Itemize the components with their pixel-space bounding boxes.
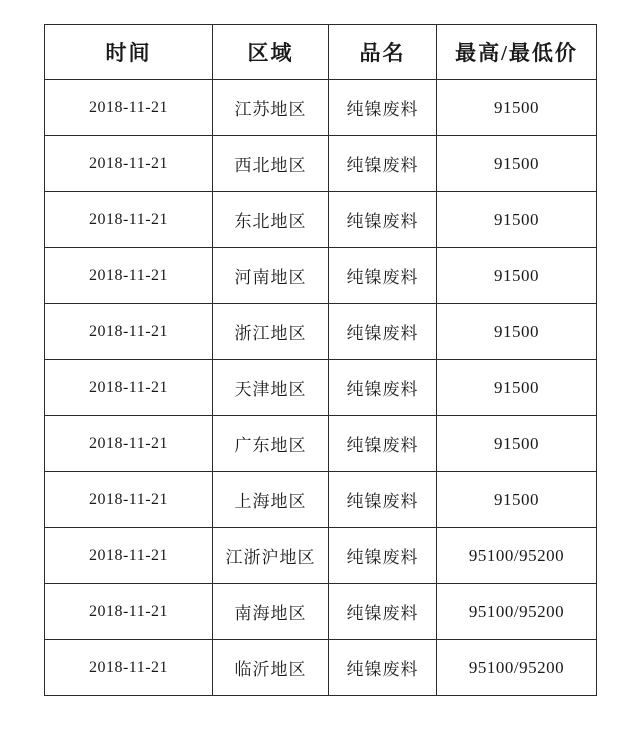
cell-product: 纯镍废料 bbox=[329, 584, 437, 640]
table-header-row bbox=[45, 25, 597, 80]
column-header-time bbox=[45, 25, 213, 80]
cell-time: 2018-11-21 bbox=[45, 360, 213, 416]
table-row bbox=[45, 304, 597, 360]
column-header-area bbox=[213, 25, 329, 80]
cell-price: 91500 bbox=[437, 304, 597, 360]
cell-time: 2018-11-21 bbox=[45, 304, 213, 360]
cell-time: 2018-11-21 bbox=[45, 248, 213, 304]
cell-area: 西北地区 bbox=[213, 136, 329, 192]
cell-product: 纯镍废料 bbox=[329, 248, 437, 304]
cell-area: 南海地区 bbox=[213, 584, 329, 640]
cell-time: 2018-11-21 bbox=[45, 472, 213, 528]
cell-product: 纯镍废料 bbox=[329, 640, 437, 696]
cell-time: 2018-11-21 bbox=[45, 584, 213, 640]
cell-time: 2018-11-21 bbox=[45, 136, 213, 192]
table-row bbox=[45, 640, 597, 696]
cell-area: 东北地区 bbox=[213, 192, 329, 248]
cell-product: 纯镍废料 bbox=[329, 472, 437, 528]
table-row bbox=[45, 584, 597, 640]
cell-product: 纯镍废料 bbox=[329, 136, 437, 192]
table-row bbox=[45, 360, 597, 416]
cell-product: 纯镍废料 bbox=[329, 192, 437, 248]
cell-product: 纯镍废料 bbox=[329, 528, 437, 584]
cell-area: 江浙沪地区 bbox=[213, 528, 329, 584]
cell-area: 广东地区 bbox=[213, 416, 329, 472]
cell-time: 2018-11-21 bbox=[45, 416, 213, 472]
column-header-area-label: 区域 bbox=[247, 41, 294, 65]
table-row bbox=[45, 472, 597, 528]
table-row bbox=[45, 136, 597, 192]
cell-product: 纯镍废料 bbox=[329, 80, 437, 136]
cell-price: 91500 bbox=[437, 136, 597, 192]
column-header-product-label: 品名 bbox=[359, 41, 406, 65]
table-header bbox=[45, 25, 597, 80]
cell-price: 95100/95200 bbox=[437, 528, 597, 584]
cell-area: 浙江地区 bbox=[213, 304, 329, 360]
cell-time: 2018-11-21 bbox=[45, 640, 213, 696]
cell-area: 河南地区 bbox=[213, 248, 329, 304]
column-header-price bbox=[437, 25, 597, 80]
column-header-product bbox=[329, 25, 437, 80]
cell-product: 纯镍废料 bbox=[329, 360, 437, 416]
cell-product: 纯镍废料 bbox=[329, 304, 437, 360]
cell-price: 91500 bbox=[437, 80, 597, 136]
table-row bbox=[45, 80, 597, 136]
cell-product: 纯镍废料 bbox=[329, 416, 437, 472]
cell-price: 91500 bbox=[437, 472, 597, 528]
table-body bbox=[45, 80, 597, 696]
table-row bbox=[45, 416, 597, 472]
cell-time: 2018-11-21 bbox=[45, 192, 213, 248]
cell-price: 91500 bbox=[437, 192, 597, 248]
cell-area: 江苏地区 bbox=[213, 80, 329, 136]
cell-price: 91500 bbox=[437, 248, 597, 304]
cell-time: 2018-11-21 bbox=[45, 528, 213, 584]
cell-price: 91500 bbox=[437, 360, 597, 416]
cell-area: 上海地区 bbox=[213, 472, 329, 528]
cell-price: 95100/95200 bbox=[437, 584, 597, 640]
table-row bbox=[45, 248, 597, 304]
nickel-scrap-price-table bbox=[44, 24, 597, 696]
table-row bbox=[45, 192, 597, 248]
column-header-time-label: 时间 bbox=[105, 41, 152, 65]
column-header-price-label: 最高/最低价 bbox=[455, 41, 578, 65]
cell-area: 天津地区 bbox=[213, 360, 329, 416]
cell-area: 临沂地区 bbox=[213, 640, 329, 696]
cell-price: 95100/95200 bbox=[437, 640, 597, 696]
cell-time: 2018-11-21 bbox=[45, 80, 213, 136]
table-row bbox=[45, 528, 597, 584]
cell-price: 91500 bbox=[437, 416, 597, 472]
